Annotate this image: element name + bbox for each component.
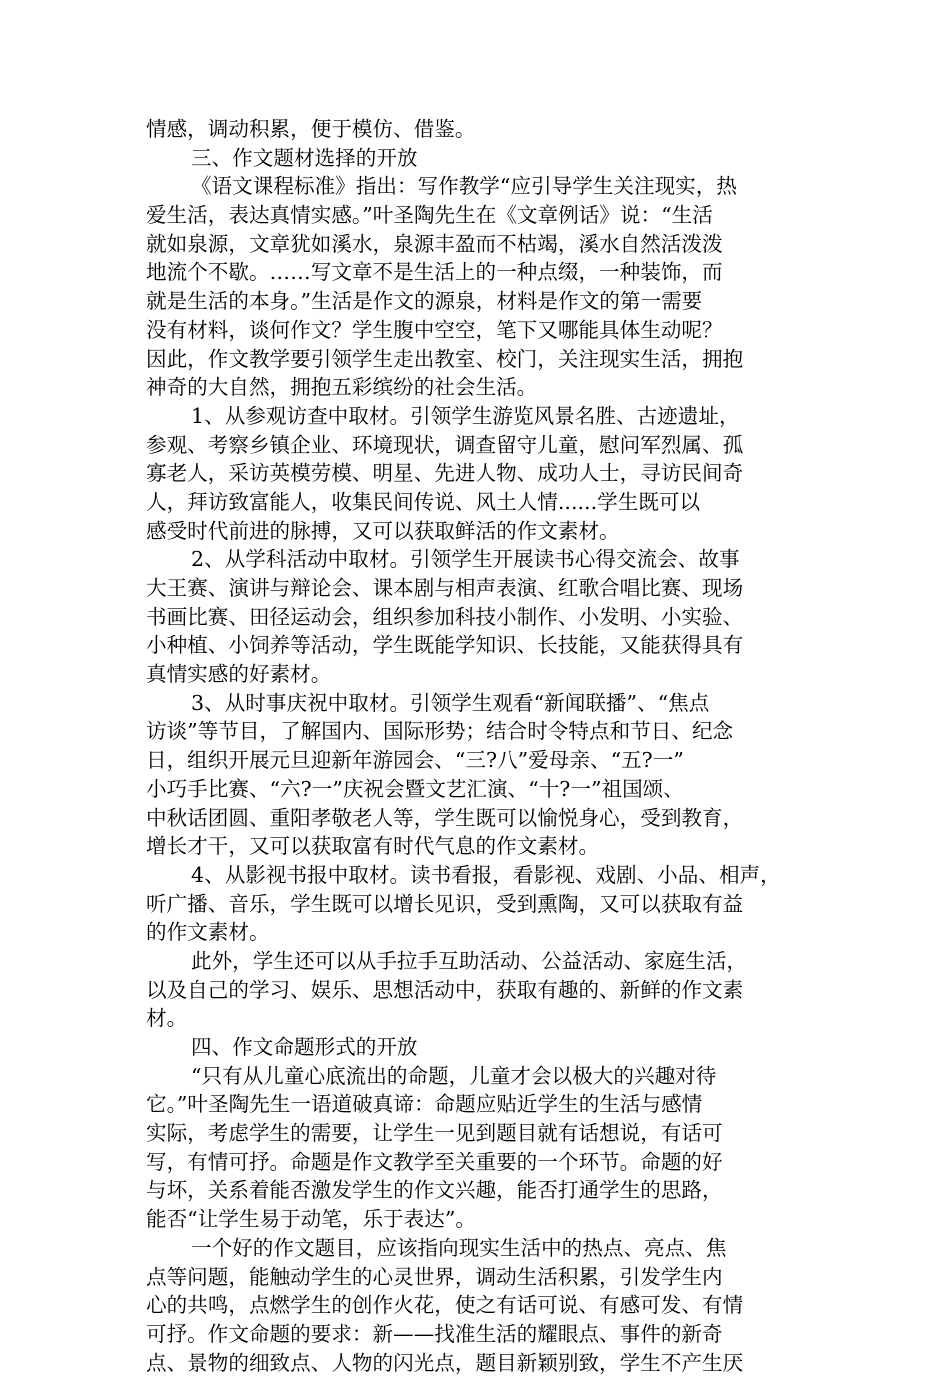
- text-line: 小巧手比赛、“六?一”庆祝会暨文艺汇演、“十?一”祖国颂、: [146, 776, 684, 801]
- text-line: 书画比赛、田径运动会，组织参加科技小制作、小发明、小实验、: [146, 604, 744, 629]
- text-line: 可抒。作文命题的要求：新——找准生活的耀眼点、事件的新奇: [146, 1321, 723, 1346]
- text-line: 材。: [146, 1006, 188, 1031]
- text-line: 情感，调动积累，便于模仿、借鉴。: [146, 117, 476, 141]
- text-line: 1、从参观访查中取材。引领学生游览风景名胜、古迹遗址，: [191, 403, 740, 428]
- text-line: 人，拜访致富能人，收集民间传说、风土人情......学生既可以: [146, 489, 701, 514]
- text-line: 四、作文命题形式的开放: [191, 1035, 418, 1059]
- text-line: 就如泉源，文章犹如溪水，泉源丰盈而不枯竭，溪水自然活泼泼: [146, 231, 723, 256]
- text-line: 感受时代前进的脉搏，又可以获取鲜活的作文素材。: [146, 518, 620, 543]
- text-line: 地流个不歇。……写文章不是生活上的一种点缀，一种装饰，而: [146, 260, 723, 285]
- text-line: “只有从儿童心底流出的命题，儿童才会以极大的兴趣对待: [191, 1063, 717, 1088]
- text-line: 寡老人，采访英模劳模、明星、先进人物、成功人士，寻访民间奇: [146, 461, 744, 486]
- text-line: 大王赛、演讲与辩论会、课本剧与相声表演、红歌合唱比赛、现场: [146, 576, 744, 600]
- text-line: 三、作文题材选择的开放: [191, 145, 418, 170]
- text-line: 2、从学科活动中取材。引领学生开展读书心得交流会、故事: [191, 547, 740, 572]
- text-line: 4、从影视书报中取材。读书看报，看影视、戏剧、小品、相声，: [191, 862, 781, 887]
- text-line: 它。”叶圣陶先生一语道破真谛：命题应贴近学生的生活与感情: [146, 1092, 703, 1117]
- text-line: 的作文素材。: [146, 920, 270, 945]
- text-line: 没有材料，谈何作文？学生腹中空空，笔下又哪能具体生动呢？: [146, 317, 723, 342]
- text-line: 点等问题，能触动学生的心灵世界，调动生活积累，引发学生内: [146, 1264, 723, 1289]
- text-line: 写，有情可抒。命题是作文教学至关重要的一个环节。命题的好: [146, 1149, 723, 1174]
- text-line: 心的共鸣，点燃学生的创作火花，使之有话可说、有感可发、有情: [146, 1293, 744, 1318]
- text-line: 参观、考察乡镇企业、环境现状，调查留守儿童，慰问军烈属、孤: [146, 432, 744, 457]
- text-line: 《语文课程标准》指出：写作教学“应引导学生关注现实，热: [191, 174, 737, 199]
- document-body: [146, 115, 806, 1377]
- text-line: 神奇的大自然，拥抱五彩缤纷的社会生活。: [146, 375, 538, 400]
- text-line: 3、从时事庆祝中取材。引领学生观看“新闻联播”、“焦点: [191, 690, 710, 715]
- text-line: 访谈”等节目，了解国内、国际形势；结合时令特点和节日、纪念: [146, 719, 734, 744]
- text-line: 真情实感的好素材。: [146, 662, 332, 687]
- text-line: 中秋话团圆、重阳孝敬老人等，学生既可以愉悦身心，受到教育，: [146, 805, 744, 830]
- text-line: 就是生活的本身。”生活是作文的源泉，材料是作文的第一需要: [146, 289, 703, 314]
- text-line: 实际，考虑学生的需要，让学生一见到题目就有话想说，有话可: [146, 1121, 723, 1146]
- text-line: 与坏，关系着能否激发学生的作文兴趣，能否打通学生的思路，: [146, 1178, 723, 1203]
- text-line: 以及自己的学习、娱乐、思想活动中，获取有趣的、新鲜的作文素: [146, 977, 744, 1002]
- text-line: 爱生活，表达真情实感。”叶圣陶先生在《文章例话》说：“生活: [146, 203, 713, 228]
- text-line: 点、景物的细致点、人物的闪光点，题目新颖别致，学生不产生厌: [146, 1350, 744, 1375]
- text-line: 小种植、小饲养等活动，学生既能学知识、长技能，又能获得具有: [146, 633, 744, 658]
- text-line: 增长才干，又可以获取富有时代气息的作文素材。: [146, 834, 600, 859]
- text-line: 能否“让学生易于动笔，乐于表达”。: [146, 1207, 476, 1232]
- text-line: 此外，学生还可以从手拉手互助活动、公益活动、家庭生活，: [191, 948, 748, 973]
- text-line: 因此，作文教学要引领学生走出教室、校门，关注现实生活，拥抱: [146, 346, 744, 371]
- text-line: 日，组织开展元旦迎新年游园会、“三?八”爱母亲、“五?一”: [146, 748, 684, 773]
- text-line: 一个好的作文题目，应该指向现实生活中的热点、亮点、焦: [191, 1235, 727, 1260]
- text-line: 听广播、音乐，学生既可以增长见识，受到熏陶，又可以获取有益: [146, 891, 744, 916]
